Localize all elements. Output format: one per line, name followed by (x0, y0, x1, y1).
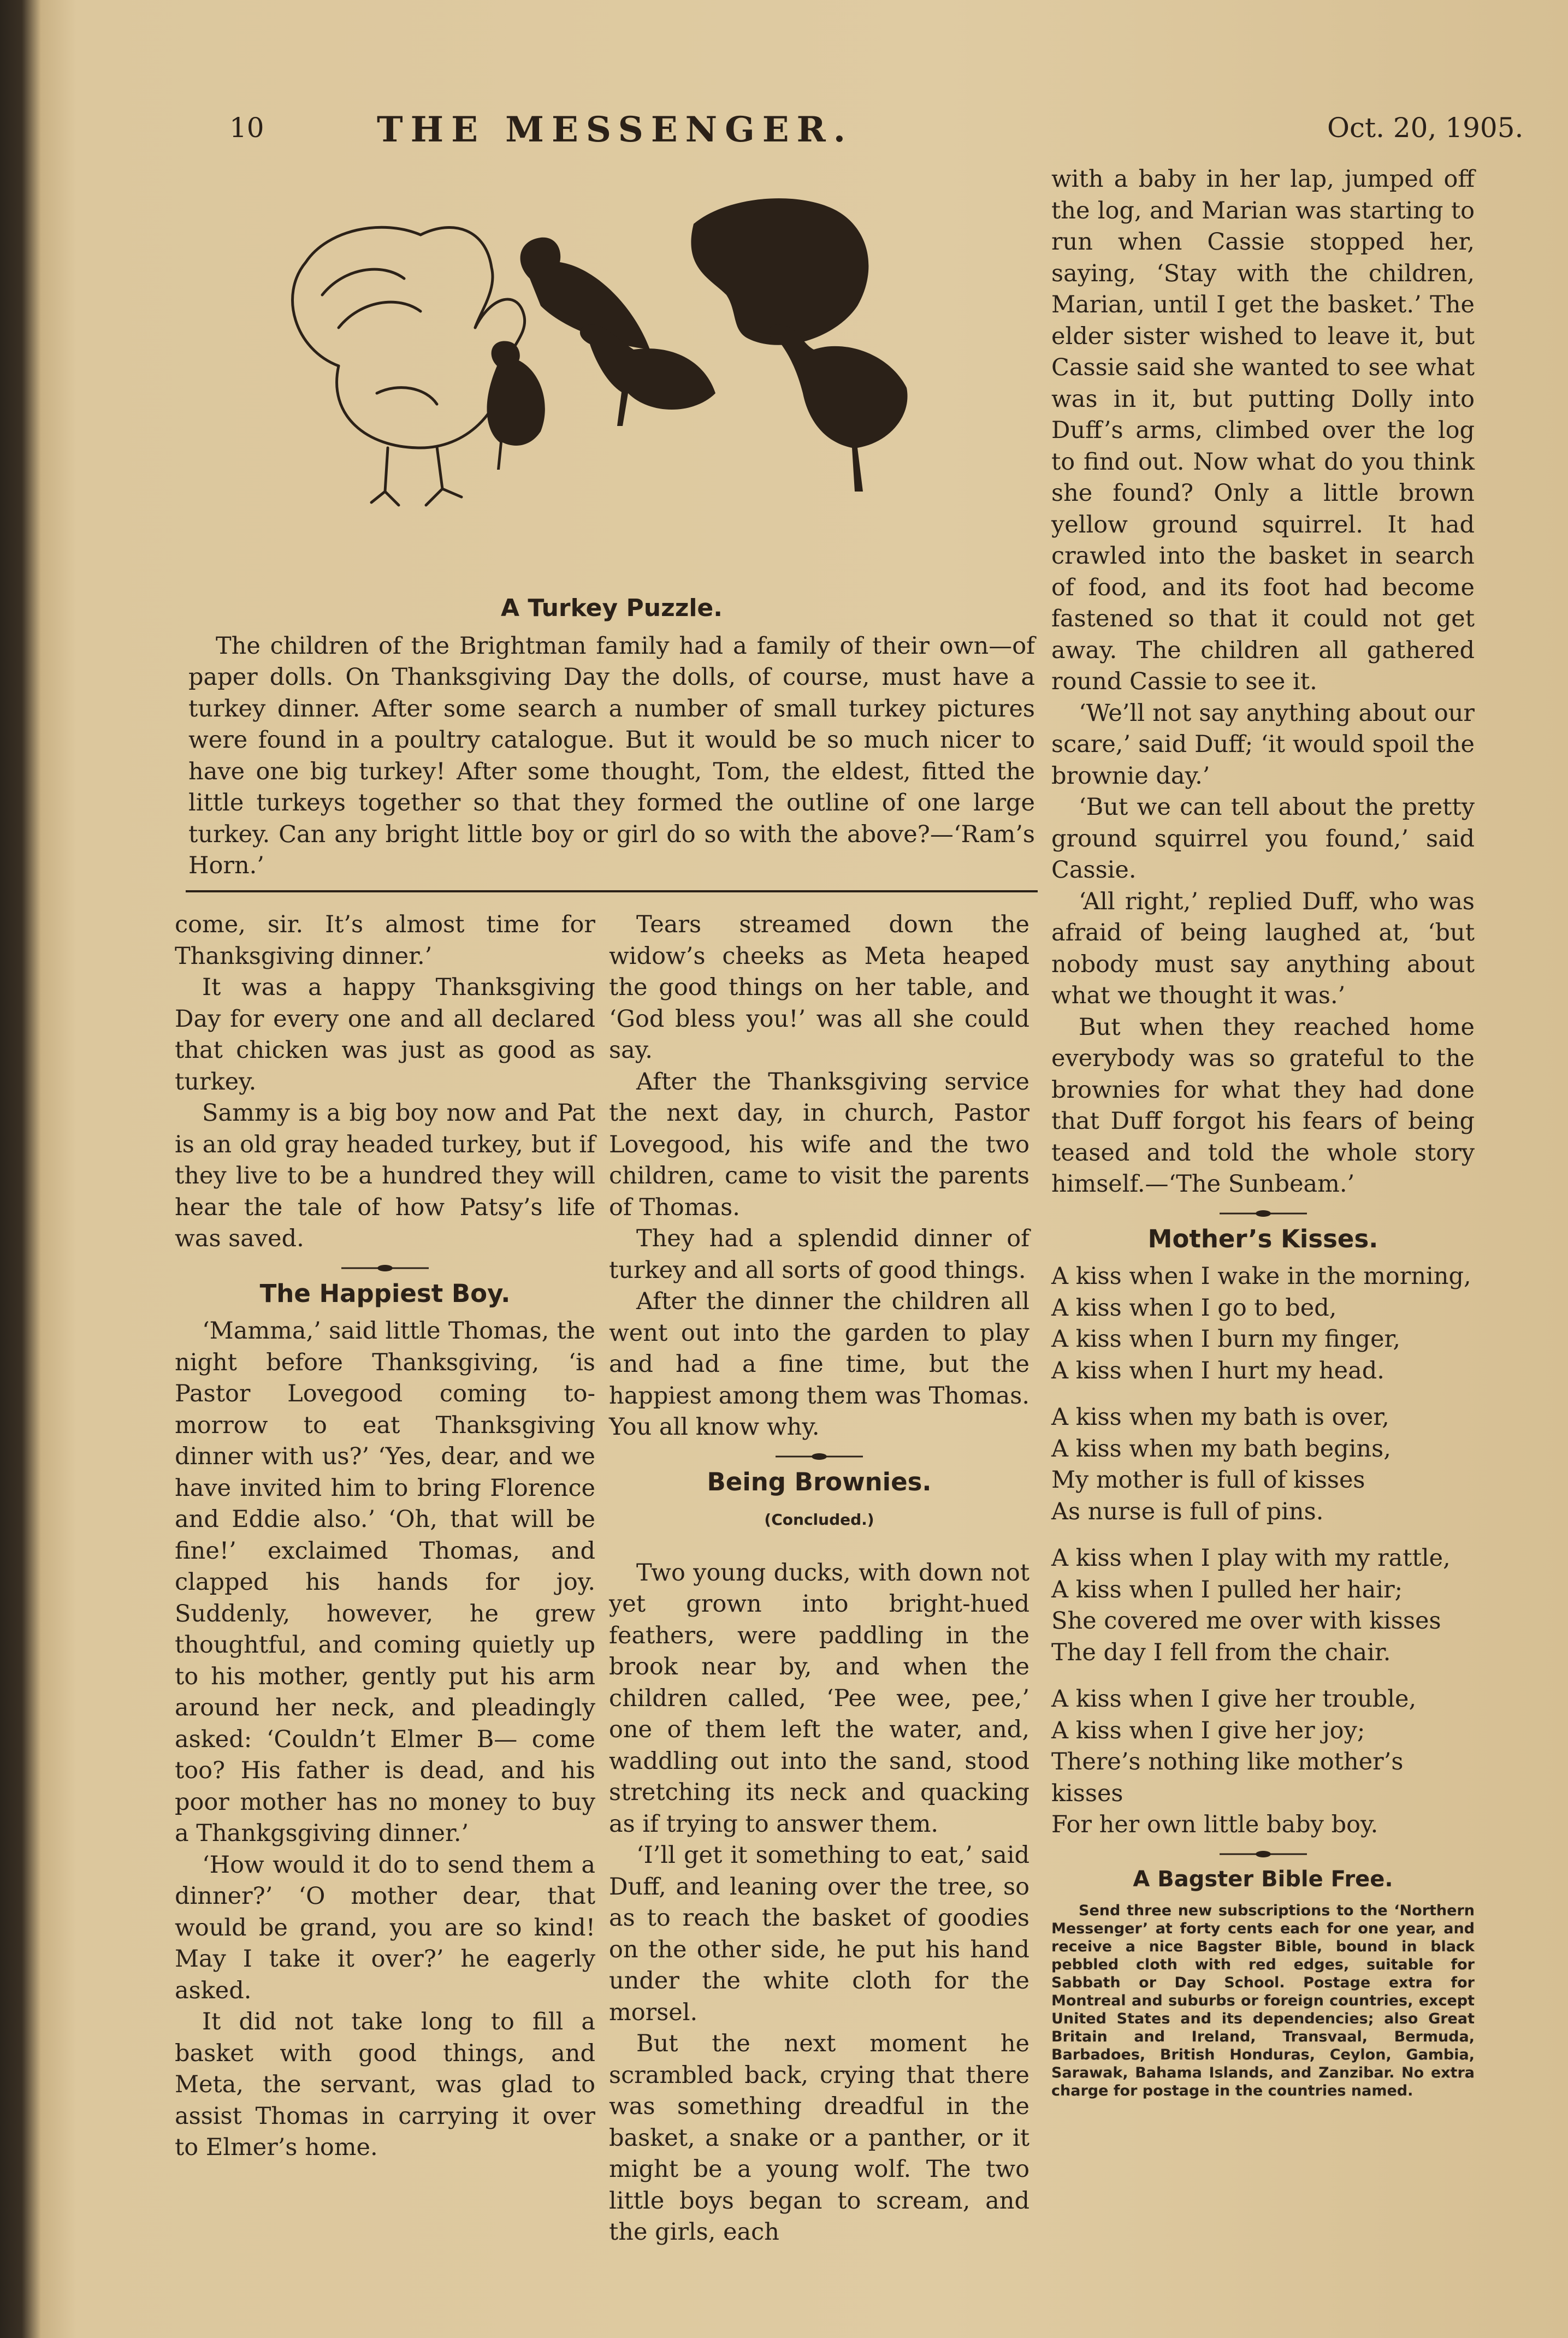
paragraph: They had a splendid dinner of turkey and all sorts of good things. (609, 1225, 1029, 1284)
paragraph: Two young ducks, with down not yet grown into bright-hued feathers, were paddling in the brook near by, and when the children called, ‘Pee wee, pee,’ one of them left the water, and, waddling out into the sand, stood stretching its neck and quacking as if trying to answer them. (609, 1559, 1029, 1838)
paragraph: But the next moment he scrambled back, crying that there was something dreadful in the basket, a snake or a panther, or it might be a young wolf. The two little boys began to scream, and the girls, each (609, 2030, 1029, 2246)
paragraph: ‘Mamma,’ said little Thomas, the night before Thanksgiving, ‘is Pastor Lovegood coming to-morrow to eat Thanksgiving dinner with us?’ ‘Yes, dear, and we have invited him to bring Florence and Eddie also.’ ‘Oh, that will be fine!’ exclaimed Thomas, and clapped his hands for joy. Suddenly, however, he grew thoughtful, and coming quietly up to his mother, gently put his arm around her neck, and pleadingly asked: ‘Couldn’t Elmer B— come too? His father is dead, and his poor mother has no money to buy a Thankgsgiving dinner.’ (175, 1317, 595, 1847)
mothers-kisses-heading: Mother’s Kisses. (1147, 1224, 1378, 1253)
paragraph: with a baby in her lap, jumped off the log, and Marian was starting to run when Cassie stopped her, saying, ‘Stay with the children, Marian, until I get the basket.’ The elder sister wished to leave it, but Cassie said she wanted to see what was in it, but putting Dolly into Duff’s arms, climbed over the log to find out. Now what do you think she found? Only a little brown yellow ground squirrel. It had crawled into the basket in search of food, and its foot had become fastened so that it could not get away. The children all gathered round Cassie to see it. (1051, 165, 1475, 695)
poem-line: For her own little baby boy. (1051, 1811, 1378, 1838)
paragraph: ‘I’ll get it something to eat,’ said Duff, and leaning over the tree, so as to reach the basket of goodies on the other side, he put his hand under the white cloth for the morsel. (609, 1842, 1029, 2026)
paragraph: ‘We’ll not say anything about our scare,’ said Duff; ‘it would spoil the brownie day.’ (1051, 699, 1475, 790)
small-turkey-4 (580, 324, 715, 426)
paragraph: come, sir. It’s almost time for Thanksgiving dinner.’ (175, 911, 595, 970)
ornament-divider (1220, 1850, 1307, 1858)
paragraph: ‘All right,’ replied Duff, who was afraid of being laughed at, ‘but nobody must say anything about what we thought it was.’ (1051, 887, 1475, 1009)
bagster-bible-notice: Send three new subscriptions to the ‘Northern Messenger’ at forty cents each for one year, and receive a nice Bagster Bible, bound in black pebbled cloth with red edges, suitable for Sabbath or Day School. Postage extra for Montreal and suburbs or foreign countries, except United States and its dependencies; also Great Britain and Ireland, Transvaal, Bermuda, Barbadoes, British Honduras, Ceylon, Gambia, Sarawak, Bahama Islands, and Zanzibar. No extra charge for postage in the countries named. (1051, 1902, 1475, 2099)
poem-line: A kiss when I play with my rattle, (1051, 1544, 1451, 1572)
column-3 (1051, 164, 1475, 2100)
paragraph: It did not take long to fill a basket with good things, and Meta, the servant, was glad to assist Thomas in carrying it over to Elmer’s home. (175, 2008, 595, 2161)
ornament-divider (1220, 1209, 1307, 1218)
mothers-kisses-poem (1051, 1261, 1475, 1841)
paragraph: After the dinner the children all went out into the garden to play and had a fine time, but the happiest among them was Thomas. You all know why. (609, 1288, 1029, 1441)
paragraph: ‘How would it do to send them a dinner?’ ‘O mother dear, that would be grand, you are so kind! May I take it over?’ he eagerly asked. (175, 1851, 595, 2004)
paragraph: ‘But we can tell about the pretty ground squirrel you found,’ said Cassie. (1051, 794, 1475, 884)
ornament-divider (341, 1264, 429, 1272)
turkey-puzzle-heading: A Turkey Puzzle. (501, 594, 723, 622)
issue-date: Oct. 20, 1905. (1327, 112, 1524, 144)
small-turkey-2 (691, 198, 868, 345)
poem-line: A kiss when I give her trouble, (1051, 1685, 1417, 1713)
poem-line: A kiss when I wake in the morning, (1051, 1263, 1471, 1290)
paragraph: Sammy is a big boy now and Pat is an old gray headed turkey, but if they live to be a hundred they will hear the tale of how Patsy’s life was saved. (175, 1099, 595, 1252)
concluded-note: (Concluded.) (764, 1511, 874, 1529)
column-1 (175, 909, 595, 2164)
ornament-divider (776, 1452, 863, 1461)
turkey-puzzle-section (188, 587, 1035, 882)
poem-line: A kiss when I burn my finger, (1051, 1325, 1401, 1353)
poem-line: A kiss when I hurt my head. (1051, 1357, 1384, 1384)
masthead-title: THE MESSENGER. (377, 109, 853, 150)
paragraph: Tears streamed down the widow’s cheeks as Meta heaped the good things on her table, and ‘God bless you!’ was all she could say. (609, 911, 1029, 1064)
bagster-bible-heading: A Bagster Bible Free. (1133, 1866, 1393, 1892)
poem-line: There’s nothing like mother’s kisses (1051, 1748, 1404, 1807)
poem-line: The day I fell from the chair. (1051, 1638, 1391, 1666)
column-2 (609, 909, 1029, 2248)
small-turkey-5 (769, 324, 908, 492)
poem-line: A kiss when I pulled her hair; (1051, 1576, 1403, 1603)
poem-line: A kiss when I give her joy; (1051, 1716, 1365, 1744)
poem-line: As nurse is full of pins. (1051, 1497, 1324, 1525)
happiest-boy-heading: The Happiest Boy. (259, 1278, 511, 1308)
poem-line: She covered me over with kisses (1051, 1607, 1441, 1635)
outline-turkey-tail (293, 227, 493, 366)
paragraph: It was a happy Thanksgiving Day for every one and all declared that chicken was just as good as turkey. (175, 974, 595, 1096)
poem-line: A kiss when I go to bed, (1051, 1294, 1337, 1322)
turkey-puzzle-illustration (257, 186, 1021, 590)
being-brownies-heading: Being Brownies. (707, 1467, 932, 1496)
paragraph: But when they reached home everybody was so grateful to the brownies for what they had done that Duff forgot his fears of being teased and told the whole story himself.—‘The Sunbeam.’ (1051, 1013, 1475, 1198)
page-number: 10 (229, 112, 264, 144)
small-turkey-3 (487, 341, 545, 470)
poem-line: A kiss when my bath begins, (1051, 1435, 1391, 1463)
poem-line: My mother is full of kisses (1051, 1466, 1365, 1494)
poem-line: A kiss when my bath is over, (1051, 1404, 1389, 1431)
paragraph: After the Thanksgiving service the next day, in church, Pastor Lovegood, his wife and the two children, came to visit the parents of Thomas. (609, 1068, 1029, 1221)
turkey-puzzle-text: The children of the Brightman family had a family of their own—of paper dolls. On Thanksgiving Day the dolls, of course, must have a turkey dinner. After some search a number of small turkey pictures were found in a poultry catalogue. But it would be so much nicer to have one big turkey! After some thought, Tom, the eldest, fitted the little turkeys together so that they formed the outline of one large turkey. Can any bright little boy or girl do so with the above?—‘Ram’s Horn.’ (188, 632, 1035, 879)
section-rule (186, 890, 1038, 892)
